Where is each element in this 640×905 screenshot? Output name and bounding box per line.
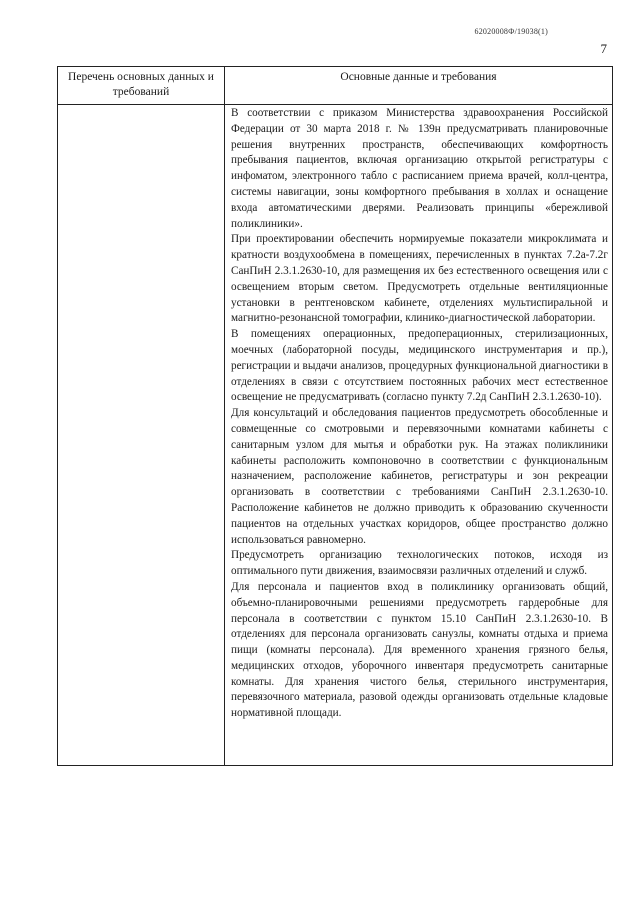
document-code: 62020008Ф/19038(1)	[474, 27, 548, 36]
requirements-table	[57, 66, 613, 766]
paragraph-technological-flows: Предусмотреть организацию технологических потоков, исходя из оптимального пути движения, взаимосвязи различных отделений и служб.	[231, 549, 608, 578]
paragraph-microclimate: При проектировании обеспечить нормируемые показатели микроклимата и кратности воздухообмена в помещениях, перечисленных в пунктах 7.2а-7.2г СанПиН 2.3.1.2630-10, для размещения их без естественного освещения или с освещением вторым светом. Предусмотреть отдельные вентиляционные установки в рентгеновском кабинете, отделениях мультиспиральной и магнитно-резонансной томографии, клинико-диагностической лаборатории.	[231, 233, 608, 325]
paragraph-staff-facilities: Для персонала и пациентов вход в поликлинику организовать общий, объемно-планировочными решениями предусмотреть гардеробные для персонала в соответствии с пунктом 15.10 СанПиН 2.3.1.2630-10. В отделениях для персонала организовать санузлы, комнаты отдыха и приема пищи (комнаты персонала). Для временного хранения грязного белья, медицинских отходов, уборочного инвентаря предусмотреть санитарные комнаты. Для хранения чистого белья, стерильного инструментария, перевязочного материала, разовой одежды организовать отдельные кладовые нормативной площади.	[231, 580, 608, 720]
paragraph-consultation-rooms: Для консультаций и обследования пациентов предусмотреть обособленные и совмещенные со смотровыми и перевязочными комнатами кабинеты с санитарным узлом для мытья и обработки рук. На этажах поликлиники кабинеты расположить компоновочно в соответствии с функциональным назначением, расположение кабинетов, регистратуры и зон рекреации организовать в соответствии с требованиями СанПиН 2.3.1.2630-10. Расположение кабинетов не должно приводить к образованию скученности пациентов на отдельных участках коридоров, общее пространство должно использоваться равномерно.	[231, 407, 608, 546]
column-header-requirements: Основные данные и требования	[225, 67, 613, 105]
column-header-data-list: Перечень основных данных и требований	[58, 67, 225, 105]
empty-left-cell	[58, 105, 225, 766]
paragraph-patient-comfort: В соответствии с приказом Министерства здравоохранения Российской Федерации от 30 марта 2018 г. № 139н предусматривать планировочные решения внутренних пространств, обеспечивающих комфортность пребывания пациентов, включая организацию открытой регистратуры с инфоматом, электронного табло с расписанием приема врачей, колл-центра, системы навигации, зоны комфортного пребывания в холлах и оснащение входа автоматическими дверями. Реализовать принципы «бережливой поликлиники».	[231, 107, 608, 230]
table-header-row	[58, 67, 613, 105]
table-row	[58, 105, 613, 766]
requirements-cell	[225, 105, 613, 766]
paragraph-natural-lighting: В помещениях операционных, предоперационных, стерилизационных, моечных (лабораторной посуды, медицинского инструментария и пр.), регистрации и выдачи анализов, процедурных функциональной диагностики в отделениях в связи с отсутствием постоянных рабочих мест естественное освещение не предусматривать (согласно пункту 7.2д СанПиН 2.3.1.2630-10).	[231, 328, 608, 404]
page-number: 7	[600, 41, 607, 56]
